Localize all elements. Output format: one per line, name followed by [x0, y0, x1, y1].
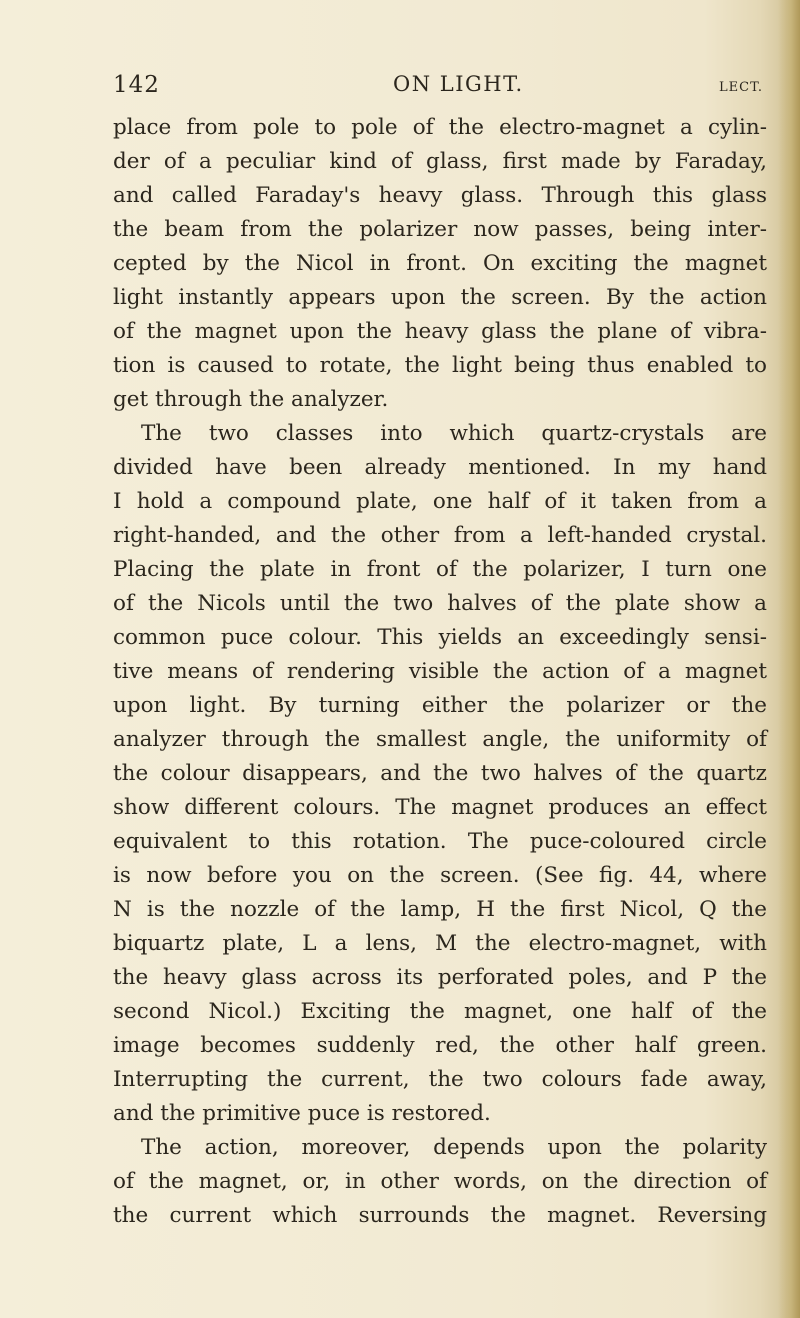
text-line: the beam from the polarizer now passes, being inter- [113, 217, 767, 242]
text-line: show different colours. The magnet produces an effect [113, 795, 767, 820]
text-line: second Nicol.) Exciting the magnet, one half of the [113, 999, 767, 1024]
text-line: N is the nozzle of the lamp, H the first Nicol, Q the [113, 897, 767, 922]
text-line: of the Nicols until the two halves of the plate show a [113, 591, 767, 616]
text-line: of the magnet, or, in other words, on the direction of [113, 1169, 767, 1194]
text-line: place from pole to pole of the electro-magnet a cylin- [113, 115, 767, 140]
page-header [113, 72, 773, 102]
text-line: the heavy glass across its perforated poles, and P the [113, 965, 767, 990]
text-line: right-handed, and the other from a left-handed crystal. [113, 523, 767, 548]
text-line: light instantly appears upon the screen. By the action [113, 285, 767, 310]
page-number: 142 [113, 72, 160, 98]
running-title: ON LIGHT. [393, 72, 524, 96]
text-line: and the primitive puce is restored. [113, 1101, 491, 1126]
text-line: the colour disappears, and the two halves of the quartz [113, 761, 767, 786]
text-line: cepted by the Nicol in front. On exciting the magnet [113, 251, 767, 276]
text-line: upon light. By turning either the polarizer or the [113, 693, 767, 718]
text-line: equivalent to this rotation. The puce-coloured circle [113, 829, 767, 854]
text-line: image becomes suddenly red, the other half green. [113, 1033, 767, 1058]
text-line: and called Faraday's heavy glass. Through this glass [113, 183, 767, 208]
text-line: tion is caused to rotate, the light being thus enabled to [113, 353, 767, 378]
text-line: The action, moreover, depends upon the polarity [141, 1135, 767, 1160]
text-line: common puce colour. This yields an exceedingly sensi- [113, 625, 767, 650]
text-line: Placing the plate in front of the polarizer, I turn one [113, 557, 767, 582]
text-line: divided have been already mentioned. In my hand [113, 455, 767, 480]
text-line: Interrupting the current, the two colours fade away, [113, 1067, 767, 1092]
body-text [113, 111, 767, 1233]
text-line: get through the analyzer. [113, 387, 389, 412]
text-line: is now before you on the screen. (See fig. 44, where [113, 863, 767, 888]
text-line: of the magnet upon the heavy glass the plane of vibra- [113, 319, 767, 344]
text-line: tive means of rendering visible the action of a magnet [113, 659, 767, 684]
text-line: biquartz plate, L a lens, M the electro-magnet, with [113, 931, 767, 956]
text-line: The two classes into which quartz-crystals are [141, 421, 767, 446]
text-line: I hold a compound plate, one half of it taken from a [113, 489, 767, 514]
text-line: der of a peculiar kind of glass, first made by Faraday, [113, 149, 767, 174]
page-edge-shadow [778, 0, 800, 1318]
section-mark: LECT. [719, 80, 763, 95]
text-line: the current which surrounds the magnet. Reversing [113, 1203, 767, 1228]
text-line: analyzer through the smallest angle, the uniformity of [113, 727, 767, 752]
